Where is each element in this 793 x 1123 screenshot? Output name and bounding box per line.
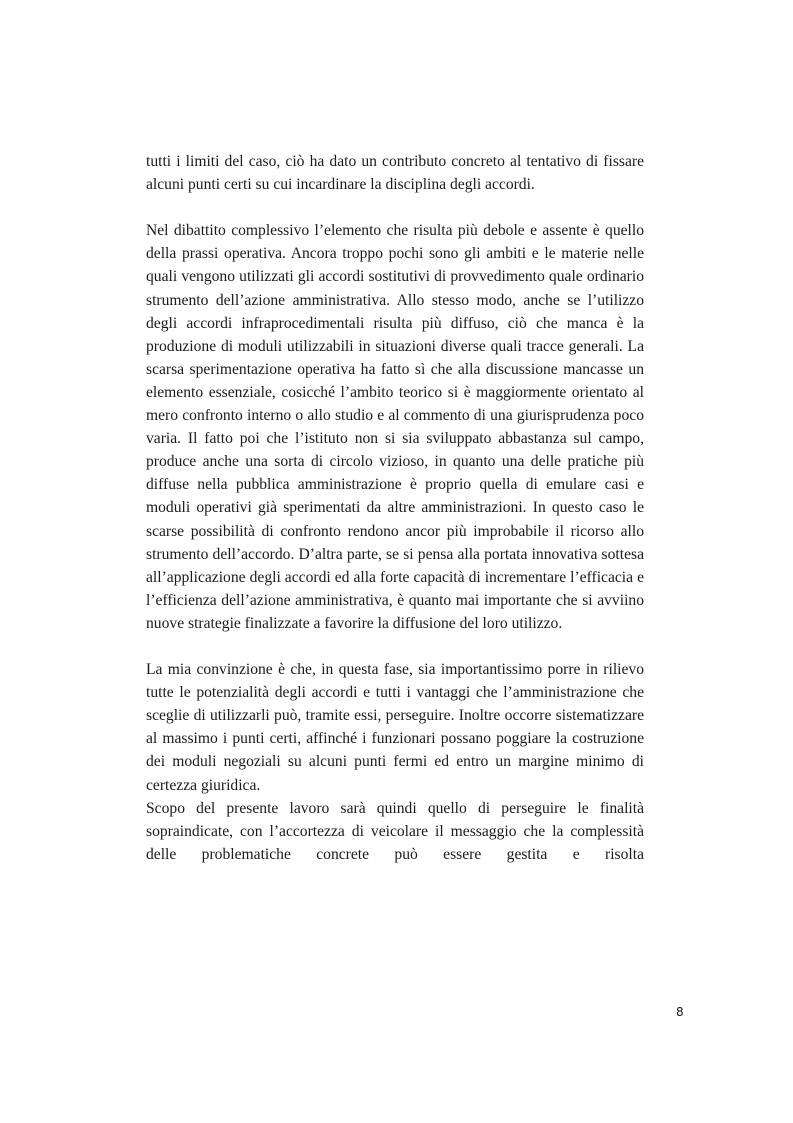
page-number: 8 [676,1005,684,1019]
paragraph-1: tutti i limiti del caso, ciò ha dato un contributo concreto al tentativo di fissare alcuni punti certi su cui incardinare la disciplina degli accordi. [146,153,644,194]
paragraph-2: Nel dibattito complessivo l’elemento che risulta più debole e assente è quello della prassi operativa. Ancora troppo pochi sono gli ambiti e le materie nelle quali vengono utilizzati gli accordi sostitutivi di provvedimento quale ordinario strumento dell’azione amministrativa. Allo stesso modo, anche se l’utilizzo degli accordi infraprocedimentali risulta più diffuso, ciò che manca è la produzione di moduli utilizzabili in situazioni diverse quali tracce generali. La scarsa sperimentazione operativa ha fatto sì che alla discussione mancasse un elemento essenziale, cosicché l’ambito teorico si è maggiormente orientato al mero confronto interno o allo studio e al commento di una giurisprudenza poco varia. Il fatto poi che l’istituto non si sia sviluppato abbastanza sul campo, produce anche una sorta di circolo vizioso, in quanto una delle pratiche più diffuse nella pubblica amministrazione è proprio quella di emulare casi e moduli operativi già sperimentati da altre amministrazioni. In questo caso le scarse possibilità di confronto rendono ancor più improbabile il ricorso allo strumento dell’accordo. D’altra parte, se si pensa alla portata innovativa sottesa all’applicazione degli accordi ed alla forte capacità di incrementare l’efficacia e l’efficienza dell’azione amministrativa, è quanto mai importante che si avviino nuove strategie finalizzate a favorire la diffusione del loro utilizzo. [146,222,644,632]
body-text [146,150,644,866]
paragraph-4: Scopo del presente lavoro sarà quindi quello di perseguire le finalità sopraindicate, con l’accortezza di veicolare il messaggio che la complessità delle problematiche concrete può essere gestita e risolta [146,799,644,863]
paragraph-3: La mia convinzione è che, in questa fase, sia importantissimo porre in rilievo tutte le potenzialità degli accordi e tutti i vantaggi che l’amministrazione che sceglie di utilizzarli può, tramite essi, perseguire. Inoltre occorre sistematizzare al massimo i punti certi, affinché i funzionari possano poggiare la costruzione dei moduli negoziali su alcuni punti fermi ed entro un margine minimo di certezza giuridica. [146,661,644,794]
